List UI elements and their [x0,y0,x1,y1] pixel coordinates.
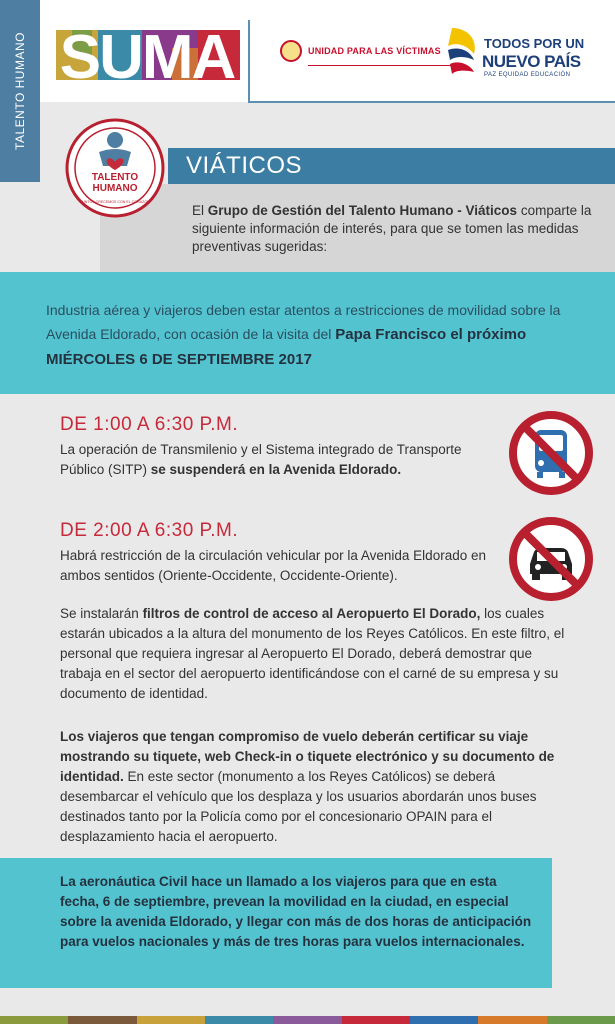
victimas-text: UNIDAD PARA LAS VÍCTIMAS [308,46,441,56]
flag-swoosh-icon [444,24,484,84]
intro-text [192,202,592,256]
pais-line2: NUEVO PAÍS [482,52,581,71]
seal-icon [280,40,302,62]
schedule-block-2 [60,520,505,586]
suma-logo-text: SUMA [59,23,235,84]
intro-post: comparte la siguiente información de interés, para que se tomen las medidas preventivas sugeridas: [192,203,592,254]
footer-stripe-segment [137,1016,205,1024]
intro-bold: Grupo de Gestión del Talento Humano - Viáticos [207,203,518,218]
footer-stripe-segment [342,1016,410,1024]
footer-stripe-segment [410,1016,478,1024]
schedule-block-1 [60,414,500,480]
footer-stripe-segment [205,1016,273,1024]
pais-logo [444,24,604,84]
page-title: VIÁTICOS [186,152,303,179]
side-tab [0,0,40,182]
paragraph-viajeros [60,727,570,847]
schedule-heading-1: DE 1:00 A 6:30 P.M. [60,414,239,435]
footer-stripe-segment [547,1016,615,1024]
header-divider [248,20,250,103]
footer-stripe-segment [68,1016,136,1024]
banner-papa-body: Industria aérea y viajeros deben estar atentos a restricciones de movilidad sobre la Avenida Eldorado, con ocasión de la visita del [46,302,561,342]
badge-line1: TALENTO [91,172,139,183]
footer-stripe-segment [273,1016,341,1024]
schedule-heading-2: DE 2:00 A 6:30 P.M. [60,520,239,541]
title-bar [168,148,615,184]
footer-stripe-segment [478,1016,546,1024]
paragraph-filtros-pre: Se instalarán [60,606,143,621]
footer-stripe [0,1016,615,1024]
schedule-text-1-body: La operación de Transmilenio y el Sistema integrado de Transporte Público (SITP) [60,442,462,477]
banner-papa-text [46,298,586,372]
badge-ring-text: JUNTOS CRECEMOS CON EL CORAZÓN [80,200,150,204]
side-tab-label: TALENTO HUMANO [13,32,27,150]
victimas-underline [308,65,456,66]
banner-aeronautica [0,858,552,988]
paragraph-filtros-post: los cuales estarán ubicados a la altura del monumento de los Reyes Católicos. En este filtro, el personal que requiera ingresar al Aeropuerto El Dorado, deberá demostrar que trabaja en el sector del aeropuerto identificándose con el carné de su empresa y su documento de identidad. [60,606,565,701]
suma-logo [52,18,242,84]
intro-pre: El [192,203,208,218]
no-car-icon [508,516,594,602]
pais-line3: PAZ EQUIDAD EDUCACIÓN [484,72,571,78]
pais-line1: TODOS POR UN [484,36,585,51]
schedule-text-1-bold: se suspenderá en la Avenida Eldorado. [150,462,402,477]
paragraph-filtros [60,604,570,704]
footer-stripe-segment [0,1016,68,1024]
schedule-text-2: Habrá restricción de la circulación vehicular por la Avenida Eldorado en ambos sentidos (Oriente-Occidente, Occidente-Oriente). [60,548,486,583]
schedule-text-1 [60,440,500,480]
banner-papa-bold: Papa Francisco el próximo MIÉRCOLES 6 DE SEPTIEMBRE 2017 [46,326,527,368]
paragraph-filtros-bold: filtros de control de acceso al Aeropuerto El Dorado, [142,606,481,621]
badge-line2: HUMANO [92,183,138,194]
header-underline [250,101,615,103]
paragraph-viajeros-bold: Los viajeros que tengan compromiso de vuelo deberán certificar su viaje mostrando su tiquete, web Check-in o tiquete electrónico y su documento de identidad. [60,729,555,784]
paragraph-viajeros-post: En este sector (monumento a los Reyes Católicos) se deberá desembarcar el vehículo que los desplaza y los usuarios abordarán unos buses destinados tanto por la Policía como por el concesionario OPAIN para el desplazamiento hacia el aeropuerto. [60,769,537,844]
victimas-logo [280,40,441,62]
banner-aeronautica-text: La aeronáutica Civil hace un llamado a los viajeros para que en esta fecha, 6 de septiembre, prevean la movilidad en la ciudad, en especial sobre la avenida Eldorado, y llegar con más de dos horas de anticipación para vuelos nacionales y más de tres horas para vuelos internacionales. [60,874,532,949]
banner-papa [0,272,615,394]
no-bus-icon [508,410,594,496]
talento-humano-badge [65,118,165,218]
